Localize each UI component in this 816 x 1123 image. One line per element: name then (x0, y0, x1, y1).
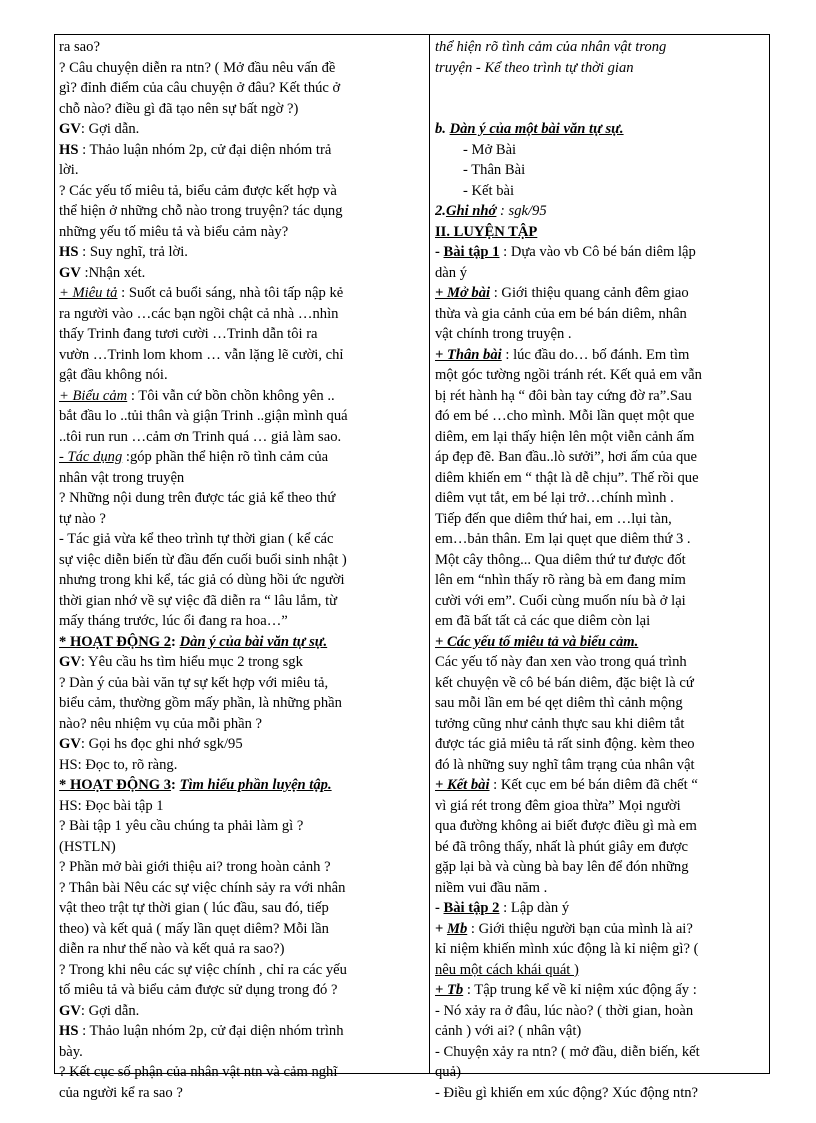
line-text: Một cây thông... Qua diêm thứ tư được đốt (435, 551, 686, 568)
text-line (59, 919, 423, 940)
line-text: : Thảo luận nhóm 2p, cử đại diện nhóm trình (78, 1023, 344, 1039)
line-text: (HSTLN) (59, 838, 116, 855)
text-line (435, 119, 767, 140)
line-text: - Chuyện xảy ra ntn? ( mở đầu, diễn biến, kết (435, 1043, 700, 1060)
line-text: - Điều gì khiến em xúc động? Xúc động ntn? (435, 1084, 699, 1101)
text-line (59, 898, 423, 919)
text-line (435, 611, 767, 632)
text-line (59, 673, 423, 694)
text-line (59, 796, 423, 817)
text-line (59, 611, 423, 632)
line-text: - Mở Bài (463, 141, 517, 158)
text-line (435, 693, 767, 714)
line-text: qua đường không ai biết được điều gì mà em (435, 818, 697, 834)
line-text: ? Phần mở bài giới thiệu ai? trong hoàn cảnh ? (59, 859, 331, 875)
text-line (59, 755, 423, 776)
text-line (435, 365, 767, 386)
line-text: - Kết bài (463, 182, 515, 199)
line-prefix: - (435, 244, 444, 260)
line-text: em đã bất tất cả các que diêm còn lại (435, 613, 651, 629)
text-line (59, 222, 423, 243)
text-line (59, 1021, 423, 1042)
line-text: theo) và kết quả ( mấy lần quẹt diêm? Mỗi lần (59, 920, 329, 937)
text-line (435, 78, 767, 99)
line-text: : Lập dàn ý (499, 900, 570, 916)
line-text: một góc tường ngồi tránh rét. Kết quả em vẫn (435, 367, 702, 383)
line-text: lên em “nhìn thấy rõ ràng bà em đang mỉm (435, 572, 686, 588)
text-line (59, 1042, 423, 1063)
text-line (435, 1042, 767, 1063)
text-line (59, 78, 423, 99)
text-line (435, 734, 767, 755)
line-text: tưởng cũng như cảnh thực sau khi diêm tắt (435, 715, 685, 732)
line-text: sự việc diễn biến từ đầu đến cuối buổi sinh nhật ) (59, 551, 347, 568)
line-heading: + Các yếu tố miêu tả và biểu cảm. (435, 633, 639, 650)
line-text: : Suốt cả buổi sáng, nhà tôi tấp nập kẻ (117, 285, 344, 301)
line-text: thấy Trinh đang tươi cười …Trinh dẫn tôi ra (59, 326, 318, 342)
line-text: diêm, em lại thấy hiện lên một viễn cảnh ấm (435, 428, 695, 445)
text-line (59, 324, 423, 345)
line-prefix: GV (59, 121, 81, 137)
line-text: biểu cảm, thường gồm mấy phần, là những phần (59, 695, 342, 711)
line-text: áp đẹp đẽ. Ban đầu..lò sưởi”, hơi ấm của que (435, 449, 698, 465)
line-text: : sgk/95 (496, 203, 547, 219)
line-text: : Suy nghĩ, trả lời. (78, 244, 188, 260)
line-text: kết chuyện về cô bé bán diêm, đặc biệt là cứ (435, 674, 694, 691)
line-prefix: 2. (435, 203, 446, 219)
text-line (435, 242, 767, 263)
text-line (59, 99, 423, 120)
line-text: gì? đỉnh điểm của câu chuyện ở đâu? Kết thúc ở (59, 80, 341, 96)
line-text: - Nó xảy ra ở đâu, lúc nào? ( thời gian, hoàn (435, 1002, 694, 1019)
text-line (59, 529, 423, 550)
text-line (435, 427, 767, 448)
line-heading: Mb (446, 920, 468, 937)
line-text: : Giới thiệu quang cảnh đêm giao (490, 285, 689, 301)
text-line (435, 304, 767, 325)
line-heading: + Biểu cảm (59, 387, 128, 404)
text-line (435, 591, 767, 612)
text-line (435, 509, 767, 530)
line-text: mấy tháng trước, lúc ổi đang ra hoa…” (59, 613, 288, 629)
text-line (59, 509, 423, 530)
text-line (59, 181, 423, 202)
line-text: bắt đầu lo ..tủi thân và giận Trinh ..giận mình quá (59, 408, 348, 424)
line-text: - Thân Bài (463, 162, 526, 178)
line-text: vườn …Trinh lom khom … vẫn lặng lẽ cười, chỉ (59, 346, 344, 363)
line-text: cười với em”. Cuối cùng muốn níu bà ở lại (435, 592, 686, 609)
line-prefix: + (435, 920, 447, 937)
text-line (435, 406, 767, 427)
line-text: kỉ niệm khiến mình xúc động là kỉ niệm gì? ( (435, 941, 699, 957)
text-line (435, 755, 767, 776)
line-text: bé đã trông thấy, nhất là phút giây em được (435, 838, 688, 855)
text-line (435, 1001, 767, 1022)
line-heading: + Mở bài (435, 285, 491, 301)
line-heading: Bài tập 1 (443, 244, 500, 260)
line-prefix: GV (59, 736, 81, 752)
text-line (435, 324, 767, 345)
text-line (435, 939, 767, 960)
text-line (435, 160, 767, 181)
text-line (59, 201, 423, 222)
line-text: ? Kết cục số phận của nhân vật ntn và cảm nghĩ (59, 1064, 338, 1080)
text-line (435, 447, 767, 468)
text-line (59, 980, 423, 1001)
line-text: : Giới thiệu người bạn của mình là ai? (467, 920, 693, 937)
line-prefix: b. (435, 121, 450, 137)
line-text: : Dựa vào vb Cô bé bán diêm lập (499, 244, 696, 260)
line-prefix: GV (59, 1002, 81, 1019)
text-line (435, 140, 767, 161)
line-text: HS: Đọc bài tập 1 (59, 797, 164, 814)
line-text: Các yếu tố này đan xen vào trong quá trình (435, 654, 687, 670)
line-heading: + Miêu tả (59, 285, 118, 301)
text-line (435, 980, 767, 1001)
line-separator: : (171, 633, 180, 650)
line-heading: Bài tập 2 (443, 900, 500, 916)
line-text: những yếu tố miêu tả và biểu cảm này? (59, 223, 289, 240)
text-line (435, 673, 767, 694)
line-prefix: HS (59, 244, 79, 260)
line-text: nào? nêu nhiệm vụ của mỗi phần ? (59, 715, 263, 732)
text-line (59, 427, 423, 448)
text-line (435, 181, 767, 202)
text-line (435, 58, 767, 79)
text-line (435, 99, 767, 120)
text-line (59, 775, 423, 796)
line-text: diêm vụt tắt, em bé lại trở…chính mình . (435, 490, 674, 506)
line-text: : Gợi dẫn. (80, 121, 140, 137)
line-text: bày. (59, 1043, 83, 1060)
line-text: nhưng trong khi kể, tác giả có dùng hồi ức người (59, 572, 345, 588)
text-line (435, 263, 767, 284)
line-text: đó là những suy nghĩ tâm trạng của nhân vật (435, 756, 695, 773)
text-line (435, 283, 767, 304)
text-line (435, 652, 767, 673)
text-line (435, 878, 767, 899)
line-text: ? Thân bài Nêu các sự việc chính sảy ra với nhân (59, 879, 346, 896)
line-text: ? Các yếu tố miêu tả, biểu cảm được kết hợp và (59, 182, 337, 199)
line-text: diêm khiến em “ thật là dễ chịu”. Thế rồi que (435, 469, 699, 486)
text-line (435, 1083, 767, 1104)
line-heading: Dàn ý của một bài văn tự sự. (449, 121, 624, 137)
text-line (59, 1083, 423, 1104)
line-text: lời. (59, 162, 79, 178)
line-separator: : (171, 777, 180, 793)
line-text: ? Dàn ý của bài văn tự sự kết hợp với miêu tả, (59, 674, 329, 691)
line-text: cảnh ) với ai? ( nhân vật) (435, 1023, 582, 1039)
text-line (59, 488, 423, 509)
text-line (59, 550, 423, 571)
text-line (59, 160, 423, 181)
line-text: : Tập trung kể về kỉ niệm xúc động ấy : (463, 982, 697, 998)
text-line (59, 345, 423, 366)
text-line (435, 714, 767, 735)
line-text: thể hiện rõ tình cảm của nhân vật trong (435, 39, 667, 55)
text-line (59, 386, 423, 407)
line-text: truyện - Kể theo trình tự thời gian (435, 59, 634, 76)
line-prefix: GV (59, 264, 81, 281)
text-line (59, 140, 423, 161)
line-text: :Nhận xét. (80, 264, 146, 281)
text-line (59, 283, 423, 304)
text-line (59, 570, 423, 591)
line-text: nhân vật trong truyện (59, 469, 185, 486)
text-line (59, 857, 423, 878)
line-text: dàn ý (435, 264, 468, 281)
line-text: thừa và gia cảnh của em bé bán diêm, nhân (435, 305, 687, 322)
text-line (435, 898, 767, 919)
text-line (59, 365, 423, 386)
line-prefix: * HOẠT ĐỘNG 3 (59, 777, 172, 793)
text-line (435, 1021, 767, 1042)
text-line (435, 919, 767, 940)
line-text: bị rét hành hạ “ đôi bàn tay cứng đờ ra”.Sau (435, 387, 692, 404)
line-text: gặp lại bà và cùng bà bay lên để đón những (435, 859, 689, 875)
line-text: : Gợi dẫn. (80, 1002, 140, 1019)
text-line (59, 939, 423, 960)
text-line (59, 119, 423, 140)
line-text: thời gian nhớ về sự việc đã diễn ra “ lâu lắm, từ (59, 592, 338, 609)
text-line (59, 37, 423, 58)
line-heading: Tìm hiểu phần luyện tập. (179, 777, 332, 793)
line-heading: Ghi nhớ (445, 203, 497, 219)
text-line (435, 386, 767, 407)
line-text: ra người vào …các bạn ngồi chật cả nhà …nhìn (59, 305, 339, 322)
line-text: :góp phần thể hiện rõ tình cảm của (122, 449, 329, 465)
line-text: được tác giả miêu tả rất sinh động. kèm theo (435, 736, 695, 752)
line-text: : Yêu cầu hs tìm hiểu mục 2 trong sgk (80, 654, 303, 670)
line-text: vì giá rét trong đêm gioa thừa” Mọi người (435, 797, 681, 814)
line-prefix: HS (59, 141, 79, 158)
line-text: ? Bài tập 1 yêu cầu chúng ta phải làm gì ? (59, 818, 304, 834)
text-line (59, 652, 423, 673)
text-line (435, 488, 767, 509)
line-heading: + Thân bài (435, 346, 502, 363)
line-text: quả) (435, 1064, 461, 1080)
text-line (435, 222, 767, 243)
line-text: em…bản thân. Em lại quẹt que diêm thứ 3 . (435, 531, 691, 547)
text-line (435, 201, 767, 222)
line-text: - Tác giả vừa kể theo trình tự thời gian ( kể các (59, 531, 334, 547)
text-line (59, 1001, 423, 1022)
text-line (59, 714, 423, 735)
line-heading: nêu một cách khái quát ) (435, 961, 579, 978)
text-line (435, 570, 767, 591)
line-text: tố miêu tả và biểu cảm được sử dụng trong đó ? (59, 982, 338, 998)
line-text: ..tôi run run …cảm ơn Trinh quá … giả làm sao. (59, 428, 342, 445)
text-line (435, 468, 767, 489)
text-line (435, 1062, 767, 1083)
line-text: ? Trong khi nêu các sự việc chính , chỉ ra các yếu (59, 961, 347, 978)
text-line (59, 406, 423, 427)
line-text: : lúc đầu do… bố đánh. Em tìm (501, 346, 690, 363)
right-column (435, 37, 767, 1103)
line-text: chỗ nào? điều gì đã tạo nên sự bất ngờ ?) (59, 100, 299, 117)
text-line (59, 263, 423, 284)
line-text: ? Những nội dung trên được tác giả kể theo thứ (59, 490, 336, 506)
text-line (435, 37, 767, 58)
line-text: niềm vui đầu năm . (435, 879, 548, 896)
text-line (435, 857, 767, 878)
text-line (435, 550, 767, 571)
text-line (59, 878, 423, 899)
line-prefix: GV (59, 654, 81, 670)
lesson-table (54, 34, 770, 1101)
line-text: gật đầu không nói. (59, 367, 168, 383)
line-text: thể hiện ở những chỗ nào trong truyện? tác dụng (59, 203, 343, 219)
line-prefix: - (435, 900, 444, 916)
text-line (59, 632, 423, 653)
line-text: của người kể ra sao ? (59, 1084, 183, 1101)
line-text: ra sao? (59, 39, 100, 55)
text-line (435, 775, 767, 796)
text-line (435, 345, 767, 366)
line-text: : Kết cục em bé bán diêm đã chết “ (489, 777, 698, 793)
left-column (59, 37, 423, 1103)
text-line (435, 796, 767, 817)
line-heading: + Tb (435, 982, 464, 998)
text-line (59, 468, 423, 489)
line-heading: - Tác dụng (59, 449, 123, 465)
text-line (59, 837, 423, 858)
text-line (435, 960, 767, 981)
line-prefix: * HOẠT ĐỘNG 2 (59, 633, 172, 650)
text-line (59, 816, 423, 837)
text-line (435, 529, 767, 550)
line-text: ? Câu chuyện diễn ra ntn? ( Mở đầu nêu vấn đề (59, 59, 336, 76)
line-heading: + Kết bài (435, 777, 490, 793)
line-text: vật theo trật tự thời gian ( lúc đầu, sau đó, tiếp (59, 900, 329, 916)
line-text: diễn ra như thế nào và kết quả ra sao?) (59, 941, 285, 957)
text-line (59, 304, 423, 325)
text-line (59, 242, 423, 263)
line-text: : Thảo luận nhóm 2p, cử đại diện nhóm trả (78, 141, 332, 158)
line-prefix: HS (59, 1023, 79, 1039)
line-text: Tiếp đến que diêm thứ hai, em …lụi tàn, (435, 510, 672, 527)
line-heading: Dàn ý của bài văn tự sự. (179, 633, 328, 650)
text-line (59, 693, 423, 714)
text-line (435, 837, 767, 858)
text-line (435, 632, 767, 653)
line-text: sau mỗi lần em bé qẹt diêm thì cảnh mộng (435, 695, 683, 711)
line-text: tự nào ? (59, 510, 106, 527)
line-text: đó em bé …cho mình. Mỗi lần quẹt một que (435, 408, 695, 424)
line-text: : Gọi hs đọc ghi nhớ sgk/95 (80, 736, 243, 752)
line-text: HS: Đọc to, rõ ràng. (59, 756, 178, 773)
text-line (59, 447, 423, 468)
column-divider (429, 35, 430, 1073)
text-line (59, 1062, 423, 1083)
text-line (59, 734, 423, 755)
line-text: : Tôi vẫn cứ bồn chồn không yên .. (127, 387, 335, 404)
text-line (59, 591, 423, 612)
line-text: vật chính trong truyện . (435, 326, 572, 342)
text-line (59, 960, 423, 981)
text-line (435, 816, 767, 837)
text-line (59, 58, 423, 79)
line-prefix: II. LUYỆN TẬP (435, 223, 538, 240)
